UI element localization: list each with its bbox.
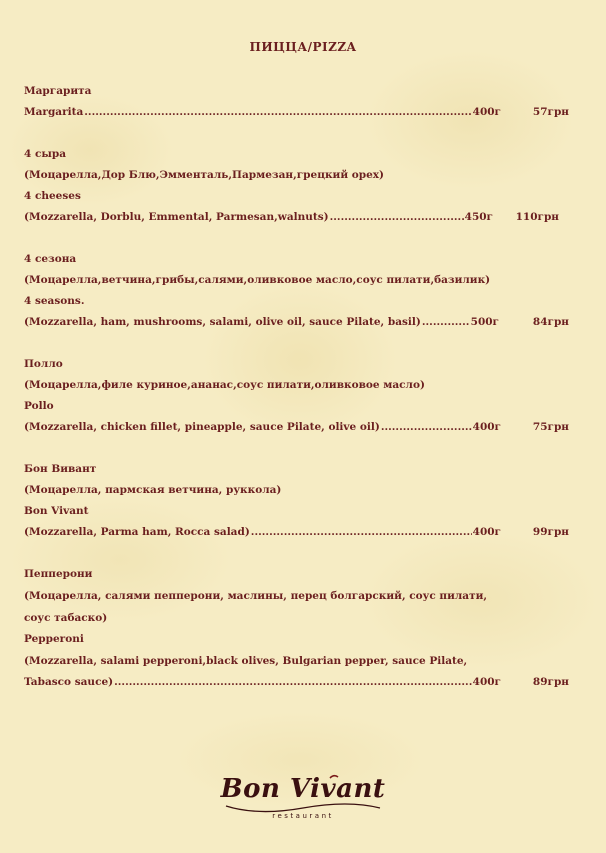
menu-item-price-line (24, 525, 569, 539)
item-desc-en: Margarita (24, 106, 84, 118)
item-desc-ru: (Моцарелла,филе куриное,ананас,соус пилати,оливковое масло) (24, 379, 425, 391)
item-price: 84грн (532, 316, 569, 328)
item-name-ru: 4 сезона (24, 253, 77, 265)
logo-name: Bon Vivant (220, 774, 386, 804)
item-price: 89грн (532, 676, 569, 688)
page-title: ПИЦЦА/PIZZA (249, 40, 357, 54)
item-desc-en: (Mozzarella, chicken fillet, pineapple, sauce Pilate, olive oil) (24, 421, 380, 433)
item-desc-en: (Mozzarella, Parma ham, Rocca salad) (24, 526, 250, 538)
menu-item-price-line (24, 210, 559, 224)
item-desc-en: (Mozzarella, ham, mushrooms, salami, olive oil, sauce Pilate, basil) (24, 316, 421, 328)
item-desc-en: Tabasco sauce) (24, 676, 114, 688)
item-desc-ru: (Моцарелла, пармская ветчина, руккола) (24, 484, 282, 496)
item-weight: 400г (472, 676, 501, 688)
item-weight: 400г (472, 526, 501, 538)
item-price: 75грн (532, 421, 569, 433)
item-desc-en: (Mozzarella, Dorblu, Emmental, Parmesan,walnuts) (24, 211, 329, 223)
item-price: 57грн (532, 106, 569, 118)
item-name-ru: Полло (24, 358, 63, 370)
item-weight: 500г (470, 316, 499, 328)
dot-leader (381, 420, 472, 434)
dot-leader (422, 315, 470, 329)
item-name-ru: Пепперони (24, 568, 93, 580)
item-name-en: 4 cheeses (24, 190, 81, 202)
item-price: 110грн (515, 211, 559, 223)
menu-item-price-line (24, 315, 569, 329)
menu-item-price-line (24, 420, 569, 434)
item-name-en: 4 seasons. (24, 295, 85, 307)
menu-item-price-line (24, 105, 569, 119)
logo-tagline: restaurant (272, 812, 334, 820)
menu-item-price-line (24, 675, 569, 689)
item-name-ru: Бон Вивант (24, 463, 97, 475)
item-name-en: Pepperoni (24, 633, 84, 645)
item-weight: 400г (472, 421, 501, 433)
item-name-en: Pollo (24, 400, 54, 412)
item-desc-ru: (Моцарелла, салями пепперони, маслины, перец болгарский, соус пилати, (24, 590, 488, 602)
item-price: 99грн (532, 526, 569, 538)
item-name-ru: 4 сыра (24, 148, 67, 160)
dot-leader (84, 105, 471, 119)
item-name-en: Bon Vivant (24, 505, 89, 517)
item-desc-ru: (Моцарелла,Дор Блю,Эмменталь,Пармезан,грецкий орех) (24, 169, 385, 181)
item-desc-en: (Mozzarella, salami pepperoni,black olives, Bulgarian pepper, sauce Pilate, (24, 655, 468, 667)
item-desc-ru: (Моцарелла,ветчина,грибы,салями,оливковое масло,соус пилати,базилик) (24, 274, 491, 286)
item-weight: 450г (464, 211, 493, 223)
item-weight: 400г (472, 106, 501, 118)
dot-leader (330, 210, 464, 224)
dot-leader (114, 675, 472, 689)
dot-leader (251, 525, 472, 539)
item-name-ru: Маргарита (24, 85, 92, 97)
restaurant-logo (218, 772, 388, 828)
item-desc-ru: соус табаско) (24, 612, 108, 624)
